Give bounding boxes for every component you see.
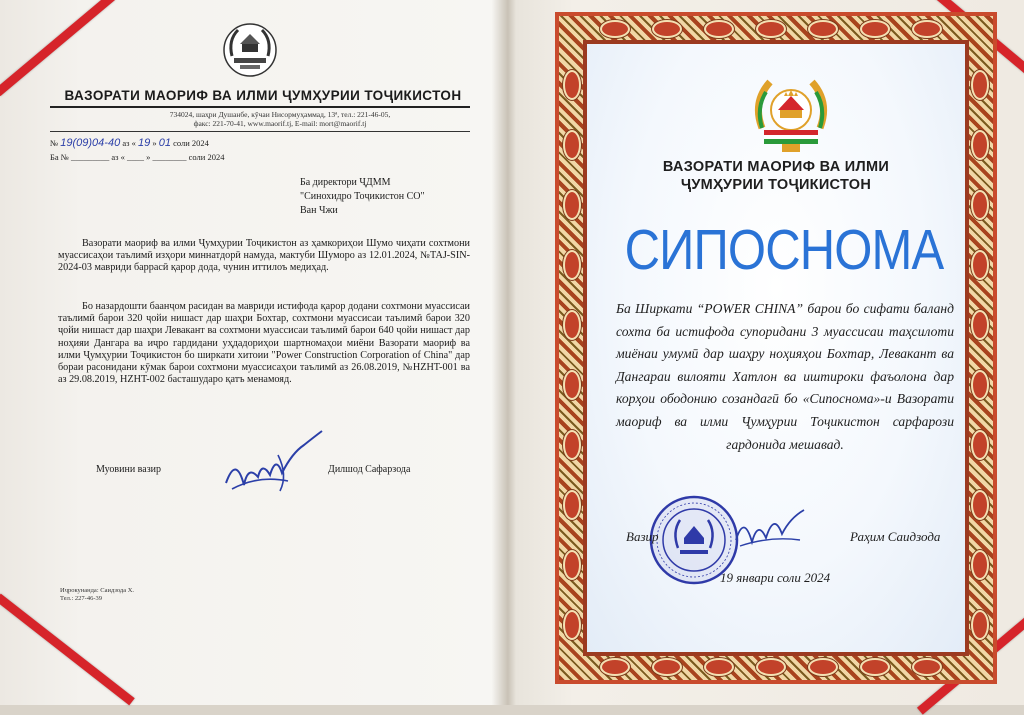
ornament-motif [971, 490, 989, 520]
ornament-motif [971, 430, 989, 460]
letter-executor [60, 587, 134, 603]
certificate-text: Ба Ширкати “POWER CHINA” барои бо сифати баланд сохта ба истифода супоридани 3 муассисаи таҳсилоти миёнаи умумӣ дар шаҳру ноҳияҳои Бохтар, Левакант ва Дангараи вилояти Хатлон ва иштироки фаъолона дар корҳои ободонию созандагӣ бо «Сипоснома»-и Вазорати маориф ва илми Ҷумҳурии Тоҷикистон сарфарози гардонида мешавад. [616, 301, 954, 452]
ornament-motif [971, 370, 989, 400]
ornament-motif [600, 20, 630, 38]
letter-address [90, 110, 470, 128]
ornament-motif [563, 190, 581, 220]
ornament-motif [563, 550, 581, 580]
addressee-line-2: "Синохидро Тоҷикистон СО" [300, 191, 425, 202]
ornament-motif [756, 658, 786, 676]
ornament-motif [971, 310, 989, 340]
ornament-motif [563, 70, 581, 100]
reg-day: 19 [137, 137, 151, 149]
reg-prefix: № [50, 138, 59, 148]
ornament-motif [563, 610, 581, 640]
ornament-motif [912, 20, 942, 38]
letter-addressee [300, 176, 500, 218]
reg-month: 01 [158, 137, 171, 149]
reg-from: аз « [122, 138, 136, 148]
minister-signature-icon [730, 500, 810, 560]
addressee-line-1: Ба директори ҶДММ [300, 177, 391, 188]
ornament-motif [704, 658, 734, 676]
certificate-ministry [600, 158, 952, 194]
letter-paragraph-2: Бо назардошти баанҷом расидан ва мавриди истифода қарор додани сохтмони муассисаи таълимӣ барои 320 ҷойи нишаст дар шаҳри Бохтар, сохтмони муассисаи таълимӣ барои 320 ҷойи нишаст дар шаҳри Левакант ва сохтмони муассисаи таълимӣ барои 640 ҷойи нишаст дар ноҳияи Дангара ва иҷро гардидани уҳдадориҳои шартномаҳои миёни Вазорати маориф ва илми Ҷумҳурии Тоҷикистон бо ширкати хитоии "Power Construction Corporation of China" дар бораи расонидани кӯмак барои сохтмони муассисаҳои таълимӣ аз 26.08.2019, №HZHT-001 ва аз 29.08.2019, HZHT-002 басташударо қатъ менамояд. [58, 301, 470, 386]
reg-year: соли 2024 [173, 138, 209, 148]
ornament-motif [704, 20, 734, 38]
letter-ministry-title: ВАЗОРАТИ МАОРИФ ВА ИЛМИ ҶУМҲУРИИ ТОҶИКИСТОН [64, 88, 462, 103]
certificate-title: СИПОСНОМА [624, 218, 944, 282]
letter-header-rule [50, 106, 470, 108]
ornament-motif [971, 550, 989, 580]
ornament-motif [563, 430, 581, 460]
certificate-signer-name: Раҳим Саидзода [850, 529, 941, 544]
letter-address-line-2: факс: 221-70-41, www.maorif.tj, E-mail: mort@maorif.tj [193, 119, 367, 128]
executor-line-1: Иҷрокунанда: Саидзода Х. [60, 587, 135, 594]
letter-address-rule [50, 131, 470, 132]
certificate-date: 19 январи соли 2024 [720, 570, 831, 585]
ornament-motif [808, 658, 838, 676]
letter-signer-name: Дилшод Сафарзода [328, 464, 411, 475]
ornament-motif [971, 190, 989, 220]
reg-mid: » [152, 138, 157, 148]
letter-paragraph-1: Вазорати маориф ва илми Ҷумҳурии Тоҷикистон аз ҳамкориҳои Шумо чиҳати сохтмони муассисаҳои таълимӣ изҳори миннатдорӣ намуда, мактуби Шуморо аз 12.01.2024, №TAJ-SIN-2024-03 мавриди баррасӣ қарор дода, чунин иттилоъ медиҳад. [58, 238, 470, 274]
reg-number: 19(09)04-40 [60, 137, 121, 149]
ornament-motif [563, 250, 581, 280]
executor-line-2: Тел.: 227-46-39 [60, 595, 102, 602]
tajikistan-emblem-color-icon [748, 72, 834, 158]
ornament-motif [652, 658, 682, 676]
ornament-motif [756, 20, 786, 38]
ornament-motif [971, 250, 989, 280]
certificate-ministry-line-2: ҶУМҲУРИИ ТОҶИКИСТОН [680, 177, 872, 193]
ornament-motif [971, 610, 989, 640]
ornament-motif [563, 310, 581, 340]
ornament-motif [912, 658, 942, 676]
letter-signer-role: Муовини вазир [96, 464, 161, 475]
ornament-motif [563, 370, 581, 400]
ornament-motif [860, 658, 890, 676]
letter-address-line-1: 734024, шаҳри Душанбе, кӯчаи Нисормуҳаммад, 13ª, тел.: 221-46-05, [169, 110, 391, 119]
certificate-signer-role: Вазир [626, 529, 659, 544]
ornament-motif [563, 130, 581, 160]
letter-registration-number [50, 137, 209, 149]
deputy-signature-icon [218, 425, 328, 500]
ornament-motif [971, 130, 989, 160]
letter-reply-reference: Ба № _________ аз « ____ » ________ соли 2024 [50, 152, 225, 162]
ornament-motif [971, 70, 989, 100]
ornament-motif [652, 20, 682, 38]
addressee-line-3: Ван Чжи [300, 205, 338, 216]
ornament-motif [600, 658, 630, 676]
ornament-motif [808, 20, 838, 38]
ornament-motif [860, 20, 890, 38]
certificate-ministry-line-1: ВАЗОРАТИ МАОРИФ ВА ИЛМИ [662, 159, 890, 175]
ornament-motif [563, 490, 581, 520]
tajikistan-emblem-icon [222, 22, 278, 78]
